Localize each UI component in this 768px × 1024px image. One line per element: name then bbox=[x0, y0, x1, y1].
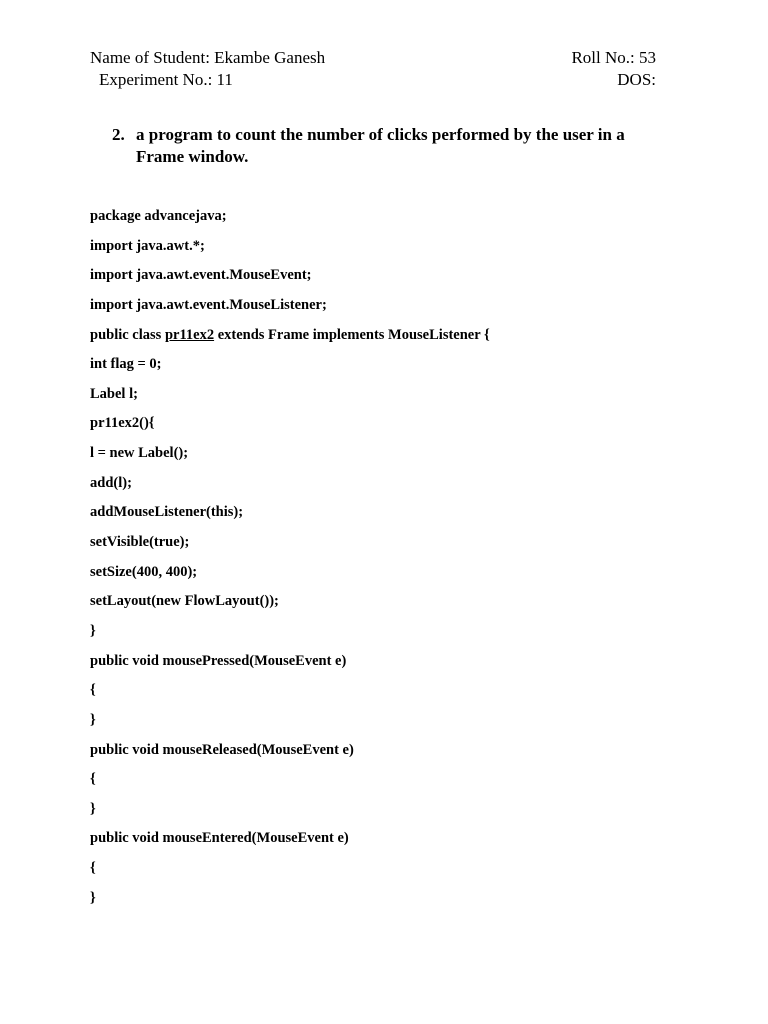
code-text: setVisible(true); bbox=[90, 534, 190, 551]
code-text: public class bbox=[90, 326, 165, 343]
code-text: public void mouseEntered(MouseEvent e) bbox=[90, 830, 349, 847]
code-class-name: pr11ex2 bbox=[164, 326, 215, 343]
code-line bbox=[90, 265, 690, 295]
code-line bbox=[90, 799, 690, 829]
code-line bbox=[90, 828, 690, 858]
code-text: } bbox=[90, 800, 96, 817]
code-text: pr11ex2(){ bbox=[90, 415, 155, 432]
code-text: package advancejava; bbox=[90, 208, 227, 224]
question-text: a program to count the number of clicks performed by the user in a Frame window. bbox=[136, 125, 625, 166]
code-text: { bbox=[90, 771, 96, 788]
code-line bbox=[90, 502, 690, 532]
code-listing bbox=[90, 206, 690, 917]
code-line bbox=[90, 295, 690, 325]
code-text: int flag = 0; bbox=[90, 356, 162, 373]
code-line bbox=[90, 591, 690, 621]
code-line bbox=[90, 532, 690, 562]
experiment-number: Experiment No.: 11 bbox=[99, 70, 233, 89]
roll-number: Roll No.: 53 bbox=[571, 48, 656, 67]
code-text: Label l; bbox=[90, 385, 138, 402]
code-line bbox=[90, 562, 690, 592]
code-line bbox=[90, 769, 690, 799]
student-name: Name of Student: Ekambe Ganesh bbox=[90, 48, 326, 67]
code-text: l = new Label(); bbox=[90, 445, 189, 462]
code-line bbox=[90, 413, 690, 443]
code-line bbox=[90, 236, 690, 266]
code-line bbox=[90, 325, 690, 355]
code-text: import java.awt.event.MouseEvent; bbox=[90, 267, 312, 284]
code-line bbox=[90, 740, 690, 770]
code-text: } bbox=[90, 711, 96, 728]
code-line bbox=[90, 206, 690, 236]
date-of-submission: DOS: bbox=[617, 70, 656, 89]
code-text: { bbox=[90, 860, 96, 877]
code-line bbox=[90, 858, 690, 888]
code-text: setSize(400, 400); bbox=[90, 563, 198, 580]
code-text: } bbox=[90, 889, 96, 906]
code-line bbox=[90, 443, 690, 473]
code-text: public void mousePressed(MouseEvent e) bbox=[90, 652, 347, 669]
code-text: { bbox=[90, 682, 96, 699]
code-line bbox=[90, 710, 690, 740]
code-text: } bbox=[90, 622, 96, 639]
code-line bbox=[90, 354, 690, 384]
code-line bbox=[90, 651, 690, 681]
code-line bbox=[90, 621, 690, 651]
question-heading bbox=[112, 124, 672, 168]
code-text: add(l); bbox=[90, 474, 132, 491]
code-line bbox=[90, 384, 690, 414]
code-text: public void mouseReleased(MouseEvent e) bbox=[90, 741, 354, 758]
question-number: 2. bbox=[112, 125, 125, 144]
code-line bbox=[90, 888, 690, 918]
code-line bbox=[90, 473, 690, 503]
code-text: setLayout(new FlowLayout()); bbox=[90, 593, 279, 610]
code-text: addMouseListener(this); bbox=[90, 504, 244, 521]
code-text: extends Frame implements MouseListener { bbox=[214, 326, 490, 343]
code-text: import java.awt.*; bbox=[90, 237, 205, 254]
code-line bbox=[90, 680, 690, 710]
code-text: import java.awt.event.MouseListener; bbox=[90, 296, 327, 313]
